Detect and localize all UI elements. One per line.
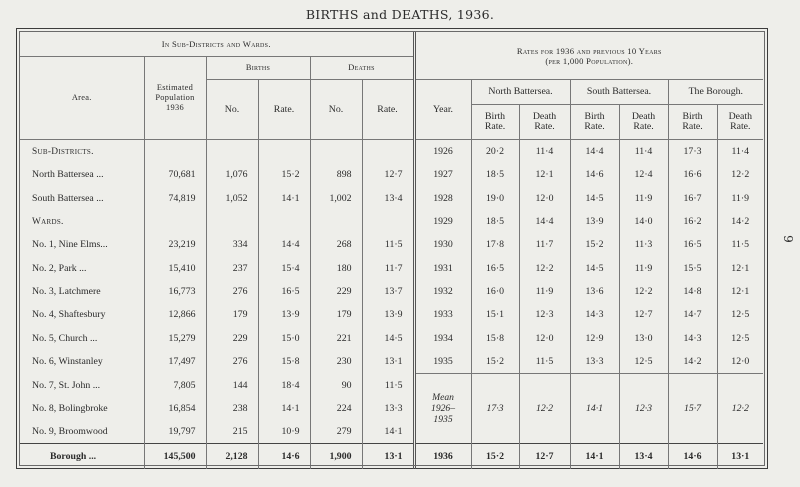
cell-b-rate: 15·2	[258, 163, 310, 186]
cell-b-no: 215	[206, 420, 258, 444]
est-pop-line3: 1936	[166, 103, 184, 112]
south-birth-rate-l1: Birth	[584, 111, 605, 122]
cell-bo-b: 17·3	[668, 140, 717, 164]
cell-sb-d: 12·5	[619, 350, 668, 374]
births-no-header: No.	[206, 80, 258, 140]
cell-b-rate: 16·5	[258, 280, 310, 303]
table-row	[20, 326, 763, 349]
mean-label	[414, 373, 471, 443]
total-sb-d: 13·4	[619, 444, 668, 470]
page-number: 9	[781, 235, 796, 243]
cell-year: 1934	[433, 332, 453, 344]
table-row	[20, 187, 763, 210]
cell-sb-b: 14·3	[570, 303, 619, 326]
births-rate-header: Rate.	[258, 80, 310, 140]
cell-b-rate: 15·8	[258, 350, 310, 374]
cell-d-rate: 12·7	[362, 163, 414, 186]
mean-label-l2: 1926–	[431, 403, 455, 415]
cell-d-rate	[362, 210, 414, 233]
area-label: No. 3, Latchmere	[32, 285, 101, 297]
mean-bo-b: 15·7	[668, 373, 717, 443]
cell-bo-b: 14·3	[668, 326, 717, 349]
cell-b-rate: 13·9	[258, 303, 310, 326]
total-b-no: 2,128	[206, 444, 258, 470]
borough-birth-rate-header	[668, 105, 717, 140]
cell-nb-b: 19·0	[471, 187, 519, 210]
mean-label-l3: 1935	[433, 414, 453, 426]
cell-nb-d: 12·3	[519, 303, 570, 326]
borough-death-rate-l1: Death	[728, 111, 752, 122]
cell-b-no: 238	[206, 397, 258, 420]
cell-sb-b: 13·6	[570, 280, 619, 303]
right-group-header-line1: Rates for 1936 and previous 10 Years	[516, 45, 662, 56]
cell-sb-b: 14·5	[570, 256, 619, 279]
cell-b-rate: 15·4	[258, 256, 310, 279]
cell-nb-b: 15·2	[471, 350, 519, 374]
cell-bo-b: 16·7	[668, 187, 717, 210]
cell-pop: 74,819	[144, 187, 206, 210]
cell-nb-b: 20·2	[471, 140, 519, 164]
cell-pop	[144, 140, 206, 164]
area-label: No. 6, Winstanley	[32, 356, 103, 368]
cell-year: 1926	[433, 146, 453, 158]
table-row	[20, 350, 763, 374]
cell-pop: 17,497	[144, 350, 206, 374]
cell-d-rate: 13·3	[362, 397, 414, 420]
cell-sb-d: 12·2	[619, 280, 668, 303]
total-nb-d: 12·7	[519, 444, 570, 470]
cell-d-no: 90	[310, 373, 362, 396]
south-birth-rate-header	[570, 105, 619, 140]
cell-bo-b: 14·2	[668, 350, 717, 374]
cell-bo-d: 11·9	[717, 187, 763, 210]
cell-year: 1930	[433, 239, 453, 251]
cell-nb-d: 11·4	[519, 140, 570, 164]
cell-b-no	[206, 210, 258, 233]
mean-label-l1: Mean	[432, 392, 454, 404]
total-sb-b: 14·1	[570, 444, 619, 470]
borough-header: The Borough.	[668, 80, 763, 105]
cell-bo-b: 14·7	[668, 303, 717, 326]
cell-sb-b: 12·9	[570, 326, 619, 349]
total-pop: 145,500	[144, 444, 206, 470]
est-pop-line1: Estimated	[156, 83, 194, 92]
cell-d-rate: 14·5	[362, 326, 414, 349]
area-label: No. 5, Church ...	[32, 332, 98, 344]
cell-year: 1935	[414, 350, 471, 374]
cell-bo-d: 11·5	[717, 233, 763, 256]
north-death-rate-header	[519, 105, 570, 140]
cell-sb-d: 11·9	[619, 256, 668, 279]
cell-nb-d: 12·1	[519, 163, 570, 186]
right-group-header-line2: (per 1,000 Population).	[545, 55, 634, 66]
cell-b-no	[206, 140, 258, 164]
total-bo-b: 14·6	[668, 444, 717, 470]
cell-pop: 16,854	[144, 397, 206, 420]
table-frame	[16, 28, 768, 469]
cell-d-rate: 11·7	[362, 256, 414, 279]
total-row	[20, 444, 763, 470]
cell-d-rate	[362, 140, 414, 164]
table-body	[20, 140, 763, 470]
cell-bo-b: 15·5	[668, 256, 717, 279]
total-nb-b: 15·2	[471, 444, 519, 470]
cell-pop: 23,219	[144, 233, 206, 256]
total-d-no: 1,900	[310, 444, 362, 470]
cell-d-rate: 13·7	[362, 280, 414, 303]
total-bo-d: 13·1	[717, 444, 763, 470]
mean-bo-d: 12·2	[717, 373, 763, 443]
page-title: BIRTHS and DEATHS, 1936.	[305, 7, 495, 22]
south-death-rate-l1: Death	[631, 111, 656, 122]
cell-bo-d: 12·1	[717, 256, 763, 279]
cell-b-rate: 10·9	[258, 420, 310, 444]
cell-nb-b: 15·1	[471, 303, 519, 326]
cell-nb-b: 16·0	[471, 280, 519, 303]
cell-sb-d: 11·4	[619, 140, 668, 164]
est-pop-header	[144, 57, 206, 140]
area-header: Area.	[20, 57, 144, 140]
cell-bo-d: 12·1	[717, 280, 763, 303]
cell-sb-d: 11·3	[619, 233, 668, 256]
cell-b-no: 179	[206, 303, 258, 326]
cell-pop: 16,773	[144, 280, 206, 303]
south-birth-rate-l2: Rate.	[584, 121, 605, 132]
north-death-rate-l2: Rate.	[534, 121, 555, 132]
cell-nb-b: 15·8	[471, 326, 519, 349]
north-header: North Battersea.	[471, 80, 570, 105]
total-label: Borough ...	[20, 444, 144, 470]
cell-b-no: 334	[206, 233, 258, 256]
cell-sb-d: 12·4	[619, 163, 668, 186]
cell-b-rate: 18·4	[258, 373, 310, 396]
cell-bo-d: 12·0	[717, 350, 763, 374]
table-row	[20, 210, 763, 233]
cell-pop: 19,797	[144, 420, 206, 444]
cell-d-no: 224	[310, 397, 362, 420]
cell-b-rate: 14·1	[258, 187, 310, 210]
cell-pop	[144, 210, 206, 233]
cell-d-rate: 11·5	[362, 233, 414, 256]
mean-sb-b: 14·1	[570, 373, 619, 443]
cell-bo-b: 14·8	[668, 280, 717, 303]
cell-d-rate: 13·1	[362, 350, 414, 374]
cell-bo-b: 16·2	[668, 210, 717, 233]
cell-d-rate: 13·4	[362, 187, 414, 210]
mean-sb-d: 12·3	[619, 373, 668, 443]
cell-year: 1928	[433, 192, 453, 204]
cell-d-no	[310, 140, 362, 164]
cell-sb-d: 14·0	[619, 210, 668, 233]
area-label: No. 8, Bolingbroke	[32, 402, 108, 414]
mean-nb-b: 17·3	[471, 373, 519, 443]
cell-bo-d: 12·2	[717, 163, 763, 186]
cell-d-no	[310, 210, 362, 233]
cell-year: 1932	[433, 285, 453, 297]
cell-d-rate: 13·9	[362, 303, 414, 326]
left-group-header: In Sub-Districts and Wards.	[20, 32, 414, 57]
cell-sb-b: 14·6	[570, 163, 619, 186]
borough-death-rate-l2: Rate.	[730, 121, 751, 132]
cell-bo-b: 16·6	[668, 163, 717, 186]
cell-b-rate: 14·1	[258, 397, 310, 420]
area-label: North Battersea ...	[32, 169, 104, 181]
cell-sb-b: 13·3	[570, 350, 619, 374]
north-birth-rate-l1: Birth	[484, 111, 506, 122]
north-birth-rate-header	[471, 105, 519, 140]
cell-d-rate: 14·1	[362, 420, 414, 444]
total-year: 1936	[414, 444, 471, 470]
cell-nb-d: 11·7	[519, 233, 570, 256]
cell-pop: 15,410	[144, 256, 206, 279]
cell-sb-d: 11·9	[619, 187, 668, 210]
cell-nb-d: 11·5	[519, 350, 570, 374]
borough-death-rate-header	[717, 105, 763, 140]
cell-nb-b: 18·5	[471, 163, 519, 186]
cell-d-no: 279	[310, 420, 362, 444]
section-label: Sub-Districts.	[32, 146, 94, 157]
cell-b-no: 276	[206, 350, 258, 374]
cell-nb-d: 12·0	[519, 187, 570, 210]
cell-pop: 70,681	[144, 163, 206, 186]
mean-nb-d: 12·2	[519, 373, 570, 443]
deaths-no-header: No.	[310, 80, 362, 140]
cell-d-no: 268	[310, 233, 362, 256]
table-row	[20, 233, 763, 256]
cell-b-rate: 15·0	[258, 326, 310, 349]
cell-b-rate: 14·4	[258, 233, 310, 256]
cell-year: 1933	[433, 309, 453, 321]
area-label: No. 7, St. John ...	[32, 379, 101, 391]
cell-pop: 15,279	[144, 326, 206, 349]
cell-bo-d: 14·2	[717, 210, 763, 233]
est-pop-line2: Population	[155, 93, 195, 102]
births-header: Births	[206, 57, 310, 80]
borough-birth-rate-l1: Birth	[682, 111, 703, 122]
north-death-rate-l1: Death	[532, 111, 557, 122]
section-label: Wards.	[32, 216, 64, 227]
area-label: No. 4, Shaftesbury	[32, 309, 106, 321]
cell-b-no: 1,052	[206, 187, 258, 210]
cell-b-no: 1,076	[206, 163, 258, 186]
deaths-header: Deaths	[310, 57, 414, 80]
cell-d-no: 230	[310, 350, 362, 374]
south-header: South Battersea.	[570, 80, 668, 105]
cell-b-rate	[258, 210, 310, 233]
table-row	[20, 163, 763, 186]
cell-sb-b: 15·2	[570, 233, 619, 256]
cell-nb-b: 18·5	[471, 210, 519, 233]
total-b-rate: 14·6	[258, 444, 310, 470]
cell-nb-b: 16·5	[471, 256, 519, 279]
cell-pop: 12,866	[144, 303, 206, 326]
cell-b-no: 237	[206, 256, 258, 279]
cell-year: 1929	[433, 216, 453, 228]
cell-nb-b: 17·8	[471, 233, 519, 256]
cell-sb-b: 14·5	[570, 187, 619, 210]
cell-nb-d: 12·2	[519, 256, 570, 279]
table-row	[20, 280, 763, 303]
cell-nb-d: 14·4	[519, 210, 570, 233]
table-row	[20, 303, 763, 326]
table-row	[20, 373, 763, 396]
cell-d-no: 180	[310, 256, 362, 279]
cell-d-rate: 11·5	[362, 373, 414, 396]
cell-nb-d: 11·9	[519, 280, 570, 303]
total-d-rate: 13·1	[362, 444, 414, 470]
cell-sb-b: 13·9	[570, 210, 619, 233]
year-header: Year.	[433, 103, 453, 115]
cell-d-no: 229	[310, 280, 362, 303]
cell-d-no: 221	[310, 326, 362, 349]
cell-b-no: 229	[206, 326, 258, 349]
area-label: No. 2, Park ...	[32, 262, 87, 274]
table-row	[20, 256, 763, 279]
cell-sb-d: 12·7	[619, 303, 668, 326]
cell-year: 1931	[433, 262, 453, 274]
cell-sb-b: 14·4	[570, 140, 619, 164]
area-label: No. 1, Nine Elms...	[32, 239, 108, 251]
cell-pop: 7,805	[144, 373, 206, 396]
cell-bo-b: 16·5	[668, 233, 717, 256]
deaths-rate-header: Rate.	[362, 80, 414, 140]
cell-d-no: 898	[310, 163, 362, 186]
table-row	[20, 140, 763, 164]
cell-b-rate	[258, 140, 310, 164]
cell-year: 1927	[433, 169, 453, 181]
cell-d-no: 179	[310, 303, 362, 326]
cell-bo-d: 12·5	[717, 326, 763, 349]
borough-birth-rate-l2: Rate.	[682, 121, 703, 132]
cell-nb-d: 12·0	[519, 326, 570, 349]
area-label: South Battersea ...	[32, 192, 104, 204]
right-group-header	[414, 32, 763, 80]
births-deaths-table	[20, 32, 763, 469]
south-death-rate-header	[619, 105, 668, 140]
cell-bo-d: 12·5	[717, 303, 763, 326]
south-death-rate-l2: Rate.	[633, 121, 654, 132]
cell-bo-d: 11·4	[717, 140, 763, 164]
cell-d-no: 1,002	[310, 187, 362, 210]
area-label: No. 9, Broomwood	[32, 426, 108, 438]
north-birth-rate-l2: Rate.	[484, 121, 506, 132]
cell-b-no: 144	[206, 373, 258, 396]
cell-sb-d: 13·0	[619, 326, 668, 349]
cell-b-no: 276	[206, 280, 258, 303]
